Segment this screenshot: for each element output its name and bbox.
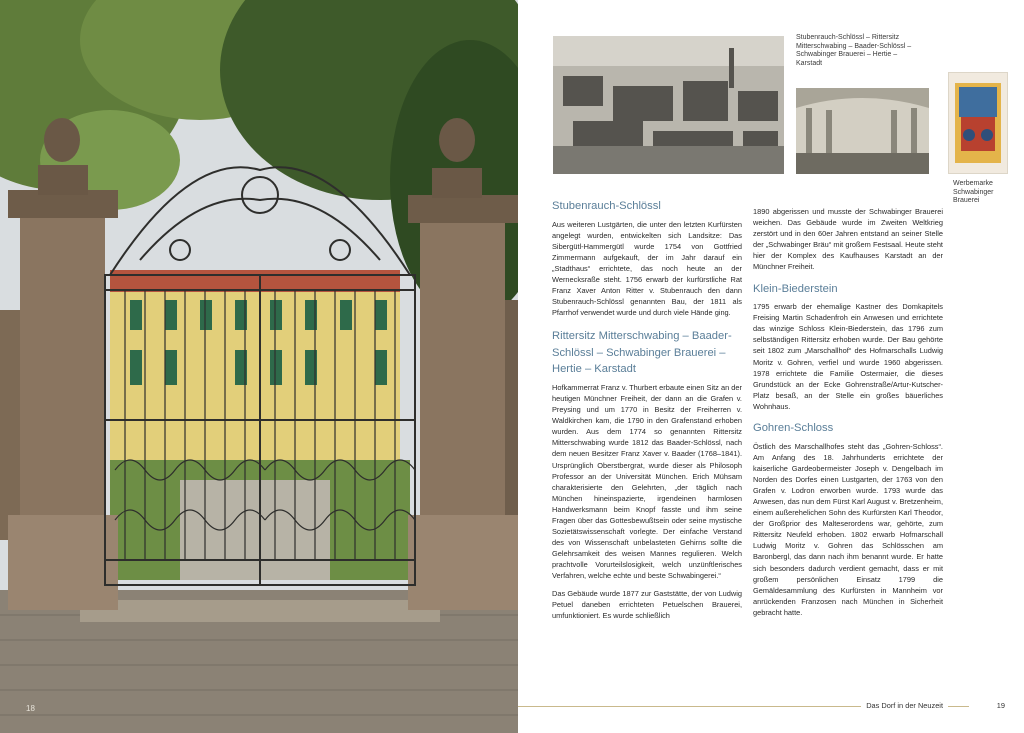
page-number-right: 19 [996,701,1005,710]
image-caption: Stubenrauch-Schlössl – Rittersitz Mitterschwabing – Baader-Schlössl – Schwabinger Brauerei – Hertie – Karstadt [796,34,912,67]
running-footer: Das Dorf in der Neuzeit [861,701,948,710]
text-page [518,0,1024,733]
paragraph: Hofkammerrat Franz v. Thurbert erbaute einen Sitz an der heutigen Münchner Freiheit, der dann an die Grafen v. Preysing und um 1770 in Besitz der Freiherren v. Waldkirchen kam, die 1790 in den Grafenstand erhoben wurden. Aus dem 1774 so genannten Rittersitz Mitterschwabing wurde 1812 das Baader-Schlössl, nach dem neuen Besitzer Franz Xaver v. Baader (1768–1841). Ursprünglich Oberstbergrat, wurde dieser als Philosoph Professor an der Universität München. Erich Mühsam charakterisierte den Gelehrten, „der täglich nach München hineinspazierte, irgendeinen harmlosen Handwerksmann beim Knopf fasste und ihm seine Fragen über das Gottesbewußtsein oder seine mystische Sozietätswissenschaft vorlegte. Der einfache Verstand des von Wissenschaft unbelasteten Gehirns sollte die Gelehrsamkeit des weisen Mannes regulieren. Welch prachtvolle Vorurteilslosigkeit, welch unzünftlerisches Verfahren, welche echte und beste Schwabingerei.“ [552,382,742,581]
section-heading: Gohren-Schloss [753,422,834,434]
festival-hall-image [796,88,929,174]
brewery-etching-image [553,36,784,174]
advertising-stamp-image [948,72,1008,174]
paragraph: Aus weiteren Lustgärten, die unter den letzten Kurfürsten angelegt wurden, entwickelten sich Landsitze: Das Sibergütl-Hammergütl wurde 1754 von Gottfried Zimmermann aufgekauft, der im Jahr darauf ein „Stadthaus“ errichtete, das noch heute an der Wernecksraße steht. 1756 erwarb der kurfürstliche Rat Franz Xaver Anton Ritter v. Stubenrauch den dann Stubenrauch-Schlössl genannten Bau, der 1811 als Pfarrhof verwendet wurde und durch viele Hände ging. [552,219,742,318]
page-number-left: 18 [26,704,35,713]
paragraph: 1890 abgerissen und musste der Schwabinger Brauerei weichen. Das Gebäude wurde im Zweiten Weltkrieg zerstört und in den 60er Jahren entstand an seiner Stelle der „Schwabinger Bräu“ mit großem Festsaal. Heute steht hier der Komplex des Kaufhauses Karstadt an der Münchner Freiheit. [753,207,943,272]
text-column-left [552,198,742,627]
section-heading: Klein-Biederstein [753,282,838,295]
paragraph: 1795 erwarb der ehemalige Kastner des Domkapitels Freising Martin Schadenfroh ein Anwesen und errichtete das winzige Schloss Klein-Biederstein, das 1796 zum selbständigen Rittersitz erhoben wurde. Der Bau gehörte seit 1802 zum „Marschallhof“ des Hofmarschalls Ludwig Moritz v. Gohren, verfiel und wurde 1960 abgerissen. 1978 errichtete die Familie Ostermaier, die dieses Grundstück an der Ecke Gohrenstraße/Artur-Kutscher-Platz besaß, an der Stelle ein großes bäuerliches Wohnhaus. [753,302,943,411]
paragraph: Das Gebäude wurde 1877 zur Gaststätte, der von Ludwig Petuel daneben errichteten Petuelschen Brauerei, umfunktioniert. Es wurde schließlich [552,588,742,620]
section-heading: Rittersitz Mitterschwabing – Baader-Schlössl – Schwabinger Brauerei – Hertie – Karstadt [552,330,732,376]
paragraph: Östlich des Marschallhofes steht das „Gohren-Schloss“. Am Anfang des 18. Jahrhunderts errichtete der kaiserliche Gardeobermeister Joseph v. Dengelbach im Norden des Dorfes einen Lustgarten, der 1763 von den Grafen v. Lodron erworben wurde. 1793 wurde das Anwesen, das nun dem Fürst Karl August v. Bretzenheim, einem außerehelichen Sohn des Kurfürsten Karl Theodor, der Großprior des Malteserordens war, gehörte, zum Rittersitz Neufeld erhoben. 1802 erwarb Hofmarschall Ludwig Moritz v. Gohren das Schlösschen am Baronbergl, das dann nach ihm benannt wurde. Er hatte sich besonders dadurch verdient gemacht, dass er mit großem persönlichen Einsatz 1799 die Gemäldesammlung des Kurfürsten in Mannheim vor anrückenden Franzosen nach München in Sicherheit gebracht hatte. [753,441,943,617]
text-column-right [753,206,943,624]
stamp-caption: Werbemarke Schwabinger Brauerei [953,180,994,205]
section-heading: Stubenrauch-Schlössl [552,200,661,212]
